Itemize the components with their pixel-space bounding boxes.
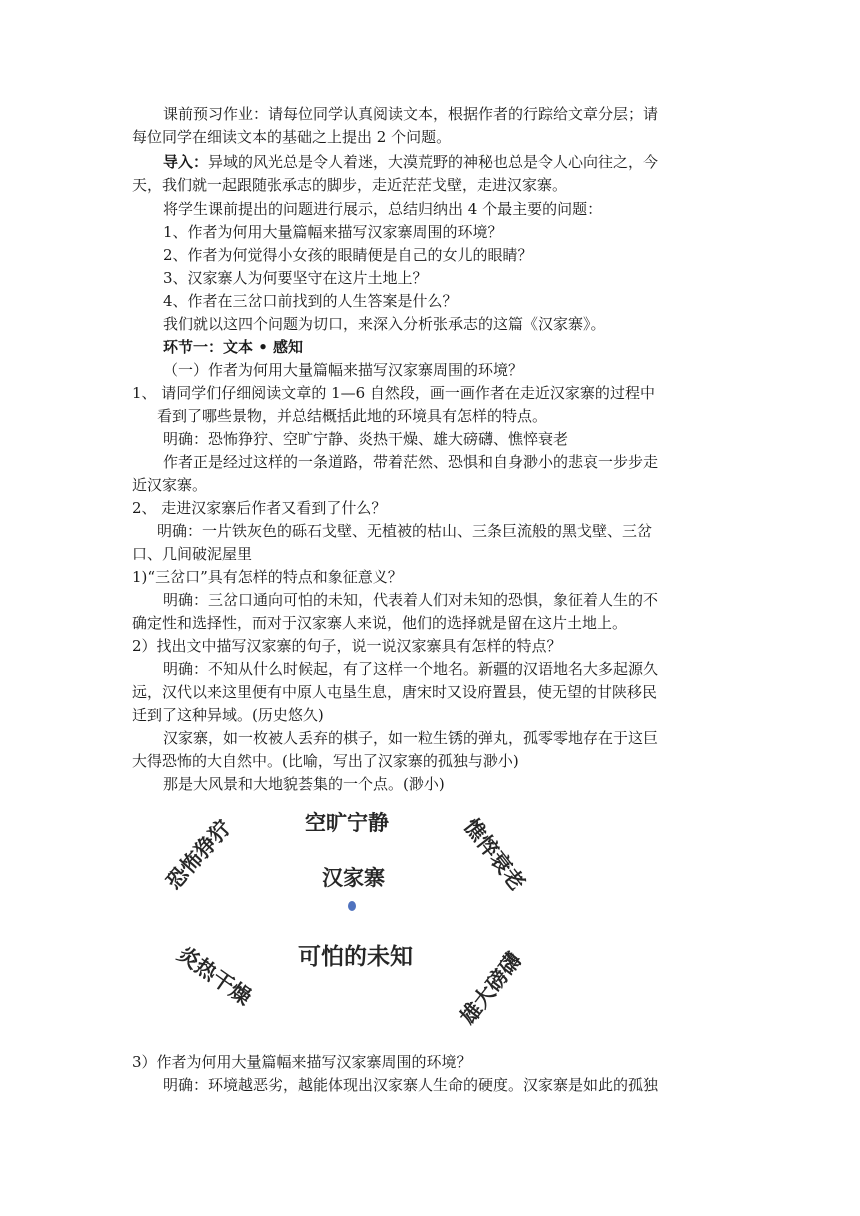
intro-line [163, 151, 658, 174]
paragraph-line: 课前预习作业：请每位同学认真阅读文本，根据作者的行踪给文章分层；请 [163, 105, 659, 123]
intro-text: 异域的风光总是令人着迷，大漠荒野的神秘也总是令人心向往之，今 [208, 153, 659, 171]
paragraph-line: 每位同学在细读文本的基础之上提出 2 个问题。 [132, 128, 452, 146]
paragraph-line: 汉家寨，如一枚被人丢弃的棋子，如一粒生锈的弹丸，孤零零地存在于这巨 [163, 729, 659, 747]
paragraph-line: 确定性和选择性，而对于汉家寨人来说，他们的选择就是留在这片土地上。 [132, 614, 628, 632]
section-heading: 环节一：文本 • 感知 [163, 338, 304, 356]
paragraph-line: 迁到了这种异域。(历史悠久) [132, 706, 324, 724]
question-item: 4、作者在三岔口前找到的人生答案是什么？ [163, 292, 458, 310]
paragraph-line: 我们就以这四个问题为切口，来深入分析张承志的这篇《汉家寨》。 [163, 315, 606, 333]
question-item: 3、汉家寨人为何要坚守在这片土地上？ [163, 269, 428, 287]
sub-question: 1)“三岔口”具有怎样的特点和象征意义？ [132, 568, 403, 586]
sub-question: 2）找出文中描写汉家寨的句子，说一说汉家寨具有怎样的特点？ [132, 637, 562, 655]
answer-line: 明确：三岔口通向可怕的未知，代表着人们对未知的恐惧，象征着人生的不 [163, 591, 659, 609]
question-item: 1、作者为何用大量篇幅来描写汉家寨周围的环境？ [163, 223, 503, 241]
answer-line: 明确：一片铁灰色的砾石戈壁、无植被的枯山、三条巨流般的黑戈壁、三岔 [157, 522, 653, 540]
answer-line: 明确：不知从什么时候起，有了这样一个地名。新疆的汉语地名大多起源久 [163, 660, 659, 678]
environment-diagram [130, 790, 730, 1040]
diagram-label-bottom: 可怕的未知 [298, 944, 413, 970]
paragraph-line: 天，我们就一起跟随张承志的脚步，走近茫茫戈壁，走进汉家寨。 [132, 176, 568, 194]
paragraph-line: 远，汉代以来这里便有中原人屯垦生息，唐宋时又设府置县，使无望的甘陕移民 [132, 683, 658, 701]
diagram-label-upper-right: 憔悴衰老 [458, 814, 530, 896]
diagram-label-center: 汉家寨 [322, 866, 385, 890]
diagram-label-top: 空旷宁静 [305, 811, 389, 835]
paragraph-line: 口、几间破泥屋里 [132, 545, 253, 563]
subsection-heading: （一）作者为何用大量篇幅来描写汉家寨周围的环境？ [163, 361, 524, 379]
center-dot [348, 901, 356, 911]
paragraph-line: 那是大风景和大地貌荟集的一个点。(渺小) [163, 775, 445, 793]
list-item-continued: 看到了哪些景物，并总结概括此地的环境具有怎样的特点。 [157, 407, 548, 425]
paragraph-line: 作者正是经过这样的一条道路，带着茫然、恐惧和自身渺小的悲哀一步步走 [163, 453, 659, 471]
paragraph-line: 大得恐怖的大自然中。(比喻，写出了汉家寨的孤独与渺小) [132, 752, 519, 770]
diagram-label-lower-left: 炎热干燥 [173, 941, 256, 1010]
diagram-label-lower-right: 雄大磅礴 [455, 948, 527, 1030]
list-item: 2、 走进汉家寨后作者又看到了什么？ [132, 499, 387, 517]
answer-line: 明确：恐怖狰狞、空旷宁静、炎热干燥、雄大磅礴、憔悴衰老 [163, 430, 569, 448]
question-item: 2、作者为何觉得小女孩的眼睛便是自己的女儿的眼睛？ [163, 246, 533, 264]
answer-line: 明确：环境越恶劣，越能体现出汉家寨人生命的硬度。汉家寨是如此的孤独 [163, 1076, 659, 1094]
paragraph-line: 近汉家寨。 [132, 476, 208, 494]
diagram-label-upper-left: 恐怖狰狞 [161, 815, 236, 894]
intro-label: 导入： [163, 153, 209, 171]
paragraph-line: 将学生课前提出的问题进行展示，总结归纳出 4 个最主要的问题： [163, 200, 603, 218]
list-item: 1、 请同学们仔细阅读文章的 1—6 自然段，画一画作者在走近汉家寨的过程中 [132, 384, 655, 402]
sub-question: 3）作者为何用大量篇幅来描写汉家寨周围的环境？ [132, 1053, 472, 1071]
